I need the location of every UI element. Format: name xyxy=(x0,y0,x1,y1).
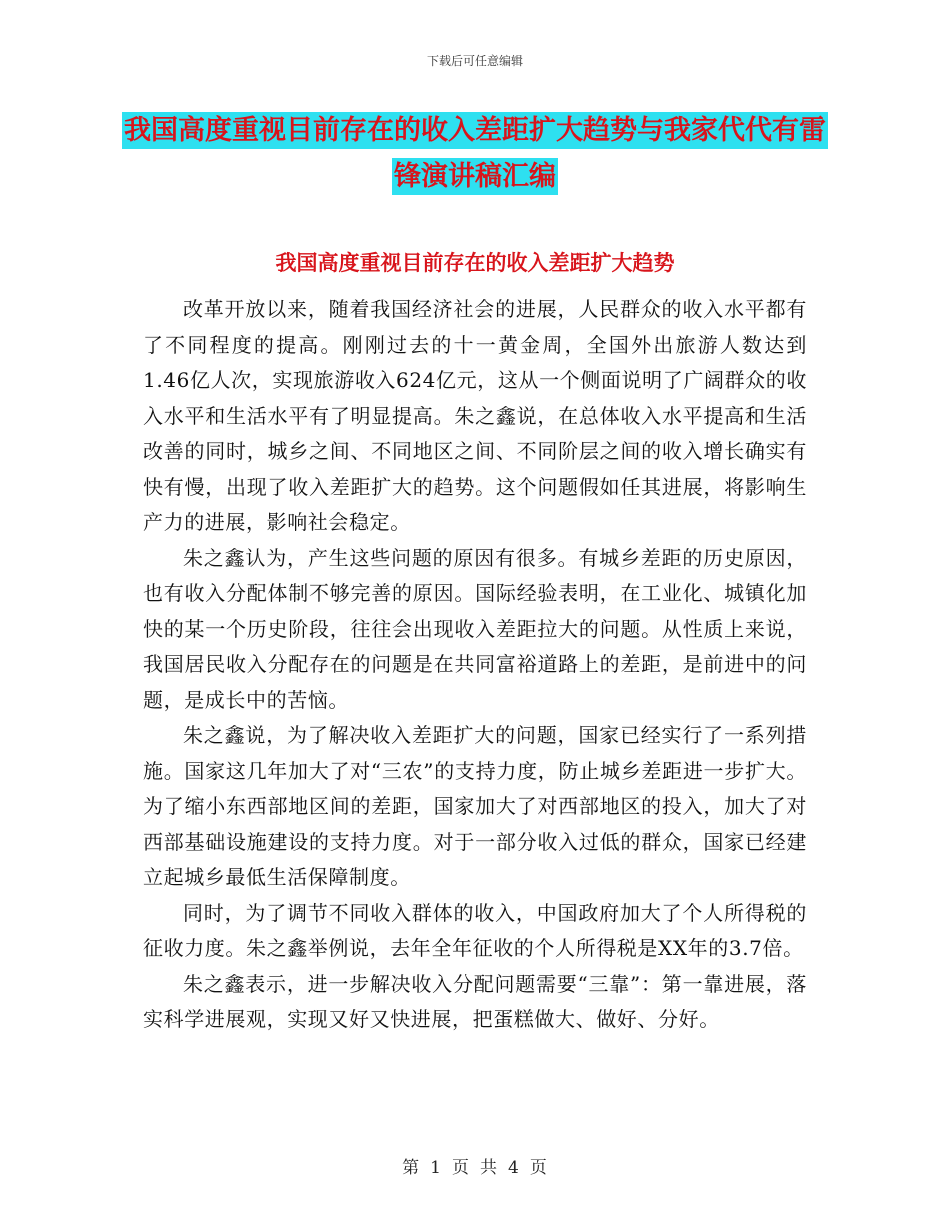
section-title: 我国高度重视目前存在的收入差距扩大趋势 xyxy=(275,251,675,275)
footer-page-number: 1 xyxy=(430,1158,442,1178)
footer-total-unit: 页 xyxy=(529,1158,548,1178)
paragraph: 同时，为了调节不同收入群体的收入，中国政府加大了个人所得税的征收力度。朱之鑫举例说，去年全年征收的个人所得税是XX年的3.7倍。 xyxy=(143,900,807,960)
paragraph: 朱之鑫说，为了解决收入差距扩大的问题，国家已经实行了一系列措施。国家这几年加大了对“三农”的支持力度，防止城乡差距进一步扩大。为了缩小东西部地区间的差距，国家加大了对西部地区的投入，加大了对西部基础设施建设的支持力度。对于一部分收入过低的群众，国家已经建立起城乡最低生活保障制度。 xyxy=(143,723,807,889)
footer-page-label: 第 xyxy=(402,1158,421,1178)
footer-total-number: 4 xyxy=(508,1158,520,1178)
paragraph: 朱之鑫认为，产生这些问题的原因有很多。有城乡差距的历史原因，也有收入分配体制不够完善的原因。国际经验表明，在工业化、城镇化加快的某一个历史阶段，往往会出现收入差距拉大的问题。从性质上来说，我国居民收入分配存在的问题是在共同富裕道路上的差距，是前进中的问题，是成长中的苦恼。 xyxy=(143,545,807,712)
footer-total-label: 共 xyxy=(480,1158,498,1178)
page-footer xyxy=(0,1153,950,1178)
footer-page-unit: 页 xyxy=(452,1158,470,1178)
document-title xyxy=(120,108,830,200)
body-text xyxy=(143,292,807,1038)
paragraph: 改革开放以来，随着我国经济社会的进展，人民群众的收入水平都有了不同程度的提高。刚刚过去的十一黄金周，全国外出旅游人数达到1.46亿人次，实现旅游收入624亿元，这从一个侧面说明了广阔群众的收入水平和生活水平有了明显提高。朱之鑫说，在总体收入水平提高和生活改善的同时，城乡之间、不同地区之间、不同阶层之间的收入增长确实有快有慢，出现了收入差距扩大的趋势。这个问题假如任其进展，将影响生产力的进展，影响社会稳定。 xyxy=(143,297,807,534)
document-title-text: 我国高度重视目前存在的收入差距扩大趋势与我家代代有雷锋演讲稿汇编 xyxy=(122,112,828,195)
paragraph: 朱之鑫表示，进一步解决收入分配问题需要“三靠”：第一靠进展，落实科学进展观，实现又好又快进展，把蛋糕做大、做好、分好。 xyxy=(143,971,807,1031)
page-header: 下载后可任意编辑 xyxy=(426,54,523,68)
